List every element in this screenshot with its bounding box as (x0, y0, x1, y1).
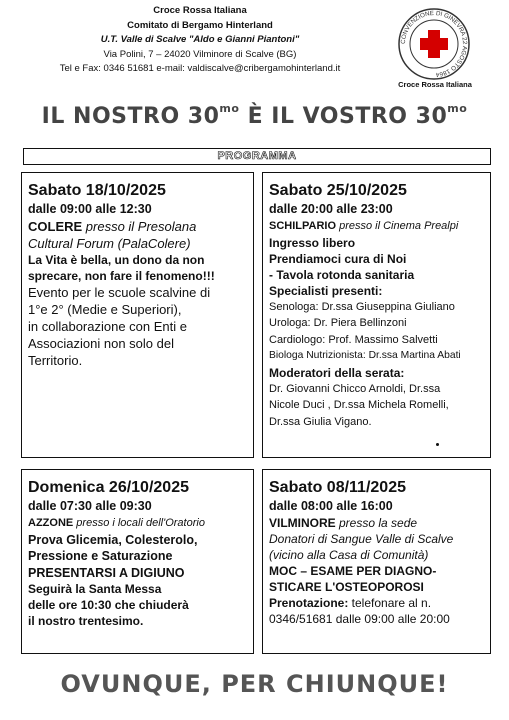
event-entry: Ingresso libero (269, 235, 356, 250)
event-place-line2: Cultural Forum (PalaColere) (28, 236, 191, 251)
event-line-3: PRESENTARSI A DIGIUNO (28, 565, 185, 580)
header (0, 4, 400, 77)
specialist-2: Urologa: Dr. Piera Bellinzoni (269, 317, 407, 329)
event-desc-1: Evento per le scuole scalvine di (28, 285, 211, 300)
event-line-2: Pressione e Saturazione (28, 549, 173, 563)
event-place: SCHILPARIO presso il Cinema Prealpi (269, 220, 459, 232)
specialist-1: Senologa: Dr.ssa Giuseppina Giuliano (269, 300, 455, 313)
specialists-label: Specialisti presenti: (269, 283, 383, 298)
moderator-2: Nicole Duci , Dr.ssa Michela Romelli, (269, 399, 449, 411)
moderators-label: Moderatori della serata: (269, 365, 405, 380)
event-place-line2: Donatori di Sangue Valle di Scalve (269, 532, 454, 546)
committee-name: Comitato di Bergamo Hinterland (127, 19, 273, 31)
event-time: dalle 20:00 alle 23:00 (269, 202, 393, 216)
event-day: Sabato 18/10/2025 (28, 182, 166, 199)
event-line-4: Seguirà la Santa Messa (28, 582, 162, 596)
specialist-4: Biologa Nutrizionista: Dr.ssa Martina Abati (269, 350, 461, 361)
event-day: Sabato 08/11/2025 (269, 479, 406, 496)
page-title: IL NOSTRO $30^{mo}$ È IL VOSTRO $30^{mo}$ (41, 102, 468, 129)
event-day: Domenica 26/10/2025 (28, 479, 189, 496)
event-line-1: MOC – ESAME PER DIAGNO- (269, 564, 437, 578)
event-time: dalle 08:00 alle 16:00 (269, 499, 393, 513)
booking-info: Prenotazione: telefonare al n. (269, 596, 432, 610)
event-desc-4: Associazioni non solo del (28, 336, 174, 351)
programma-banner: PROGRAMMA (23, 148, 491, 165)
event-line-1: Prova Glicemia, Colesterolo, (28, 532, 198, 547)
event-topic-2: - Tavola rotonda sanitaria (269, 267, 415, 282)
event-desc-2: 1°e 2° (Medie e Superiori), (28, 302, 182, 317)
event-desc-3: in collaborazione con Enti e (28, 319, 187, 334)
event-place: COLERE presso il Presolana (28, 219, 197, 234)
address: Via Polini, 7 – 24020 Vilminore di Scalve (BG) (103, 48, 297, 60)
event-place: AZZONE presso i locali dell'Oratorio (28, 517, 205, 529)
dot-mark (436, 443, 439, 446)
event-topic-1: Prendiamoci cura di Noi (269, 251, 407, 266)
event-card-2 (262, 172, 491, 458)
red-cross-emblem-icon (396, 6, 472, 82)
footer-slogan: OVUNQUE, PER CHIUNQUE! (60, 670, 449, 698)
event-line-2: STICARE L'OSTEOPOROSI (269, 580, 424, 594)
moderator-3: Dr.ssa Giulia Vigano. (269, 415, 372, 428)
event-time: dalle 07:30 alle 09:30 (28, 499, 152, 513)
svg-text:CONVENZIONE DI GINEVRA 22 AGOS: CONVENZIONE DI GINEVRA 22 AGOSTO 1864 (399, 9, 469, 78)
moderator-1: Dr. Giovanni Chicco Arnoldi, Dr.ssa (269, 382, 441, 395)
event-card-1 (21, 172, 254, 458)
booking-phone: 0346/51681 dalle 09:00 alle 20:00 (269, 612, 450, 626)
event-place-line3: (vicino alla Casa di Comunità) (269, 548, 429, 562)
event-line-6: il nostro trentesimo. (28, 614, 144, 628)
event-card-4 (262, 469, 491, 654)
event-motto-1: La Vita è bella, un dono da non (28, 253, 205, 267)
event-desc-5: Territorio. (28, 353, 83, 368)
org-name: Croce Rossa Italiana (153, 5, 247, 16)
event-time: dalle 09:00 alle 12:30 (28, 202, 152, 216)
contacts: Tel e Fax: 0346 51681 e-mail: valdiscalve@cribergamohinterland.it (59, 63, 341, 74)
event-day: Sabato 25/10/2025 (269, 182, 407, 199)
event-motto-2: sprecare, non fare il fenomeno!!! (28, 269, 215, 283)
event-line-5: delle ore 10:30 che chiuderà (28, 598, 189, 612)
emblem-caption: Croce Rossa Italiana (398, 80, 472, 89)
unit-name: U.T. Valle di Scalve "Aldo e Gianni Piantoni" (100, 34, 300, 45)
event-place: VILMINORE presso la sede (269, 516, 418, 530)
event-card-3 (21, 469, 254, 654)
specialist-3: Cardiologo: Prof. Massimo Salvetti (269, 333, 438, 346)
